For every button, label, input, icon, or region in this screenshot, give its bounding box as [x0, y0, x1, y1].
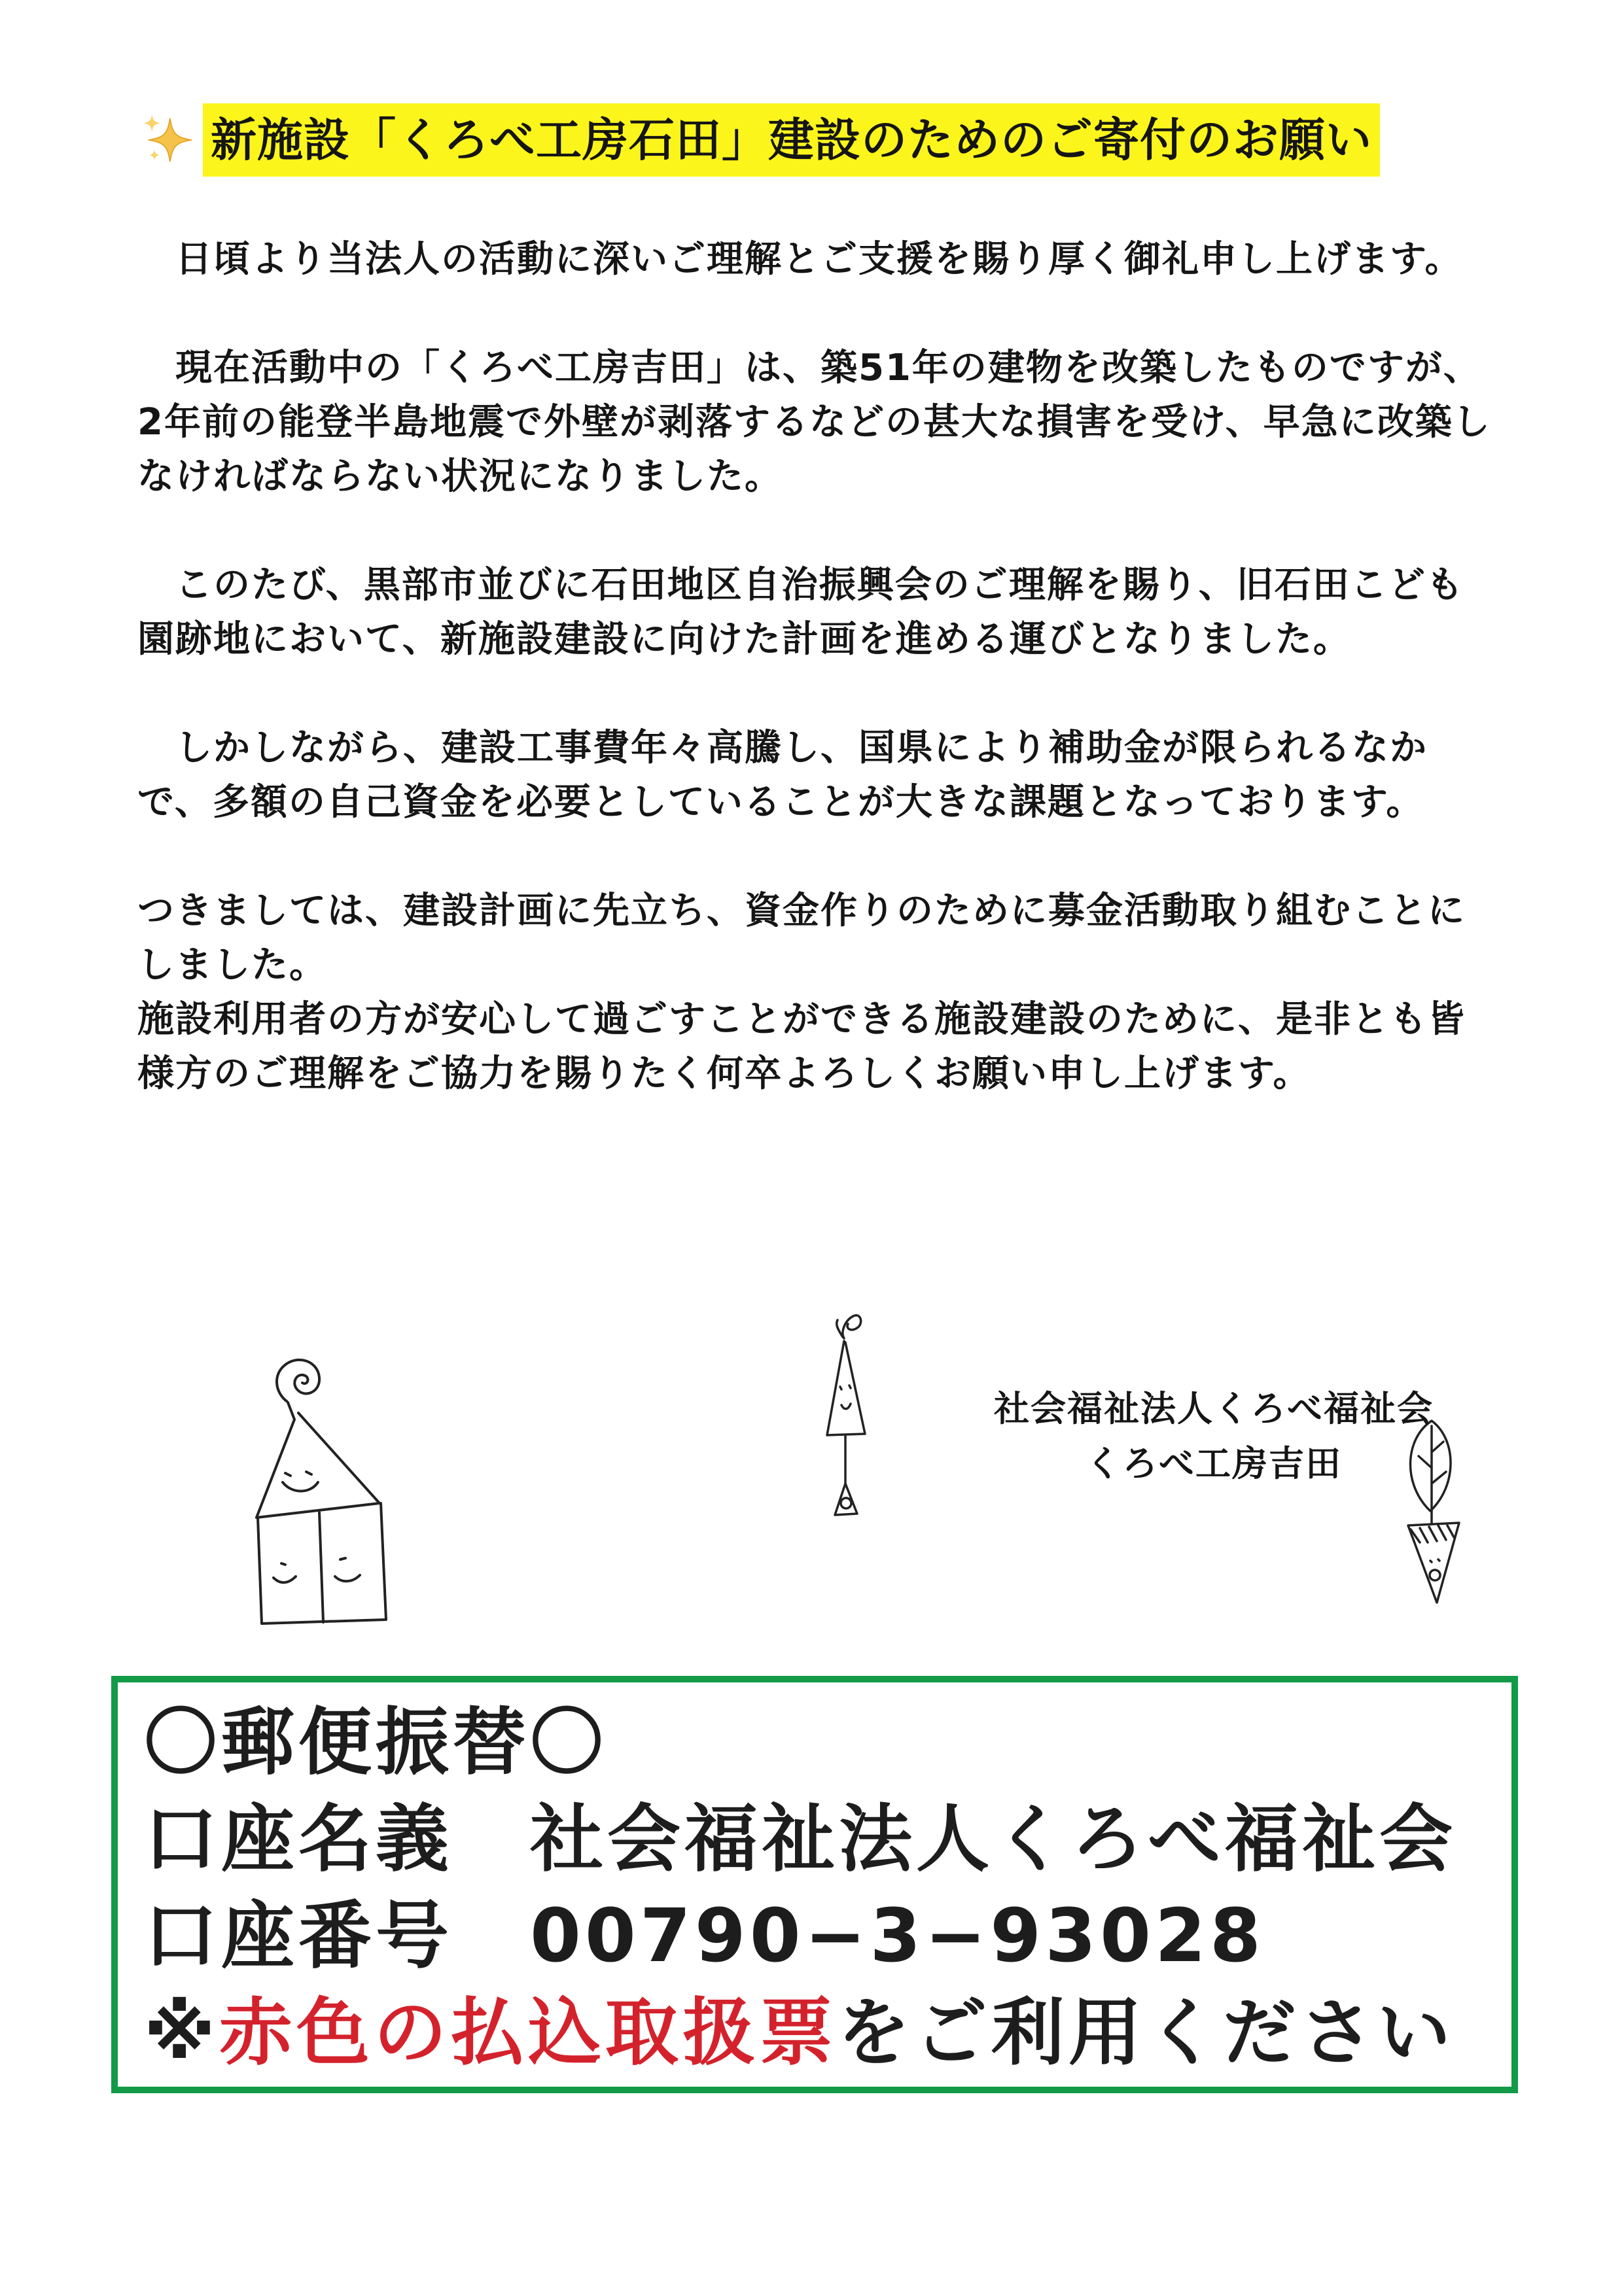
- payment-slip-note: [144, 1985, 1511, 2081]
- note-suffix: をご利用ください: [836, 1991, 1455, 2076]
- signature: [851, 1382, 1577, 1491]
- house-character-doodle: [242, 1328, 399, 1635]
- signature-organization: 社会福祉法人くろべ福祉会: [994, 1388, 1434, 1429]
- paragraph-current-facility: 現在活動中の「くろべ工房吉田」は、築51年の建物を改築したものですが、2年前の能登半島地震で外壁が剥落するなどの甚大な損害を受け、早急に改築しなければならない状況になりました。: [137, 347, 1491, 498]
- page-title: 新施設「くろべ工房石田」建設のためのご寄付のお願い: [203, 103, 1380, 177]
- paragraph-greeting: 日頃より当法人の活動に深いご理解とご支援を賜り厚く御礼申し上げます。: [137, 238, 1463, 281]
- account-name: 口座名義 社会福祉法人くろべ福祉会: [144, 1797, 1456, 1882]
- title-row: [139, 103, 1380, 177]
- letter-body: [137, 232, 1498, 1101]
- postal-transfer-heading: 〇郵便振替〇: [144, 1700, 607, 1785]
- paragraph-request: つきましては、建設計画に先立ち、資金作りのために募金活動取り組むことにしました。 施設利用者の方が安心して過ごすことができる施設建設のために、是非とも皆様方のご理解をご協力を賜りたく何卒よろしくお願い申し上げます。: [137, 890, 1466, 1095]
- sparkles-icon: [139, 110, 199, 170]
- signature-facility: くろべ工房吉田: [1086, 1443, 1342, 1484]
- account-number: 口座番号 00790−3−93028: [144, 1894, 1265, 1979]
- paragraph-funding-issue: しかしながら、建設工事費年々高騰し、国県により補助金が限られるなかで、多額の自己資金を必要としていることが大きな課題となっております。: [137, 727, 1428, 824]
- red-slip-label: 赤色の払込取扱票: [219, 1991, 837, 2076]
- note-mark: ※: [144, 1991, 219, 2076]
- paragraph-new-site: このたび、黒部市並びに石田地区自治振興会のご理解を賜り、旧石田こども園跡地において、新施設建設に向けた計画を進める運びとなりました。: [137, 564, 1464, 661]
- payment-info-box: [111, 1676, 1518, 2093]
